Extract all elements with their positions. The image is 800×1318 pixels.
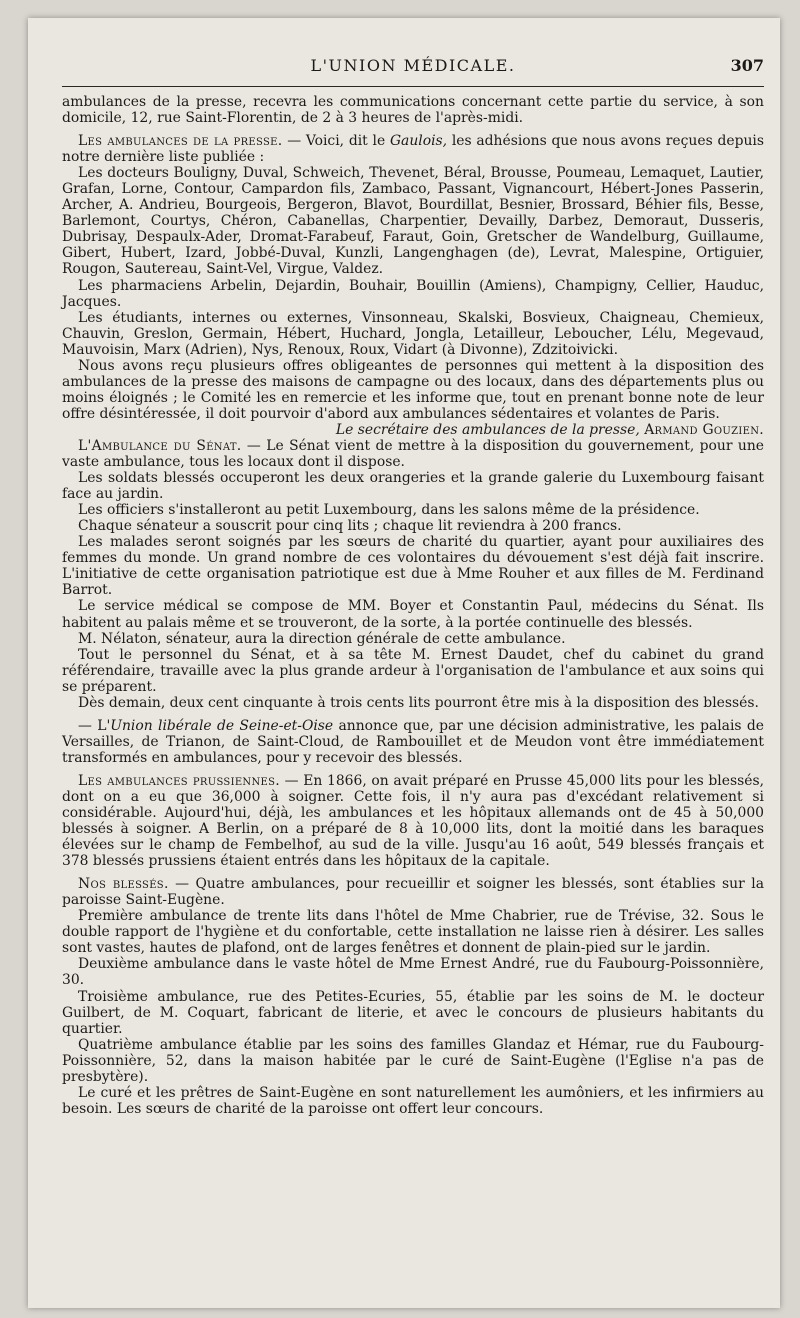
section-lead: Les ambulances prussiennes. — [78, 772, 280, 789]
paragraph: M. Nélaton, sénateur, aura la direction générale de cette ambulance. — [78, 630, 566, 647]
paragraph: Première ambulance de trente lits dans l'hôtel de Mme Chabrier, rue de Trévise, 32. Sous le double rapport de l'hygiène et du confortable, cette installation ne laisse rien à désirer. Les salles sont vastes, hautes de plafond, ont de larges fenêtres et donnent de plain-pied sur le jardin. — [62, 908, 764, 957]
paragraph: Les pharmaciens Arbelin, Dejardin, Bouhair, Bouillin (Amiens), Champigny, Cellier, Hauduc, Jacques. — [62, 277, 764, 310]
paragraph: Le curé et les prêtres de Saint-Eugène en sont naturellement les aumôniers, et les infirmiers au besoin. Les sœurs de charité de la paroisse ont offert leur concours. — [62, 1084, 764, 1117]
paragraph: Troisième ambulance, rue des Petites-Ecuries, 55, établie par les soins de M. le docteur Guilbert, de M. Coquart, fabricant de literie, et avec le concours de plusieurs habitants du quartier. — [62, 988, 764, 1037]
journal-page — [28, 18, 780, 1308]
running-title: L'UNION MÉDICALE. — [310, 56, 516, 75]
section-lead: Les ambulances de la presse. — [78, 133, 283, 150]
paragraph: Les soldats blessés occuperont les deux orangeries et la grande galerie du Luxembourg faisant face au jardin. — [62, 470, 764, 503]
section-lead: L'Ambulance du Sénat. — [78, 437, 242, 454]
signature: Le secrétaire des ambulances de la presse, Armand Gouzien. — [335, 421, 764, 438]
paragraph: ambulances de la presse, recevra les communications concernant cette partie du service, à son domicile, 12, rue Saint-Florentin, de 2 à 3 heures de l'après-midi. — [62, 94, 764, 127]
page-header — [62, 50, 764, 80]
paragraph: Les étudiants, internes ou externes, Vinsonneau, Skalski, Bosvieux, Chaigneau, Chemieux, Chauvin, Greslon, Germain, Hébert, Huchard, Jongla, Letailleur, Leboucher, Lélu, Megevaud, Mauvoisin, Marx (Adrien), Nys, Renoux, Roux, Vidart (à Divonne), Zdzitoivicki. — [62, 309, 764, 358]
header-rule — [62, 86, 764, 87]
paragraph: Tout le personnel du Sénat, et à sa tête M. Ernest Daudet, chef du cabinet du grand référendaire, travaille avec la plus grande ardeur à l'organisation de l'ambulance et aux soins qui se préparent. — [62, 646, 764, 695]
paragraph: Chaque sénateur a souscrit pour cinq lits ; chaque lit reviendra à 200 francs. — [78, 518, 622, 535]
paragraph: Les ambulances prussiennes. — En 1866, on avait préparé en Prusse 45,000 lits pour les blessés, dont on a eu que 36,000 à soigner. Cette fois, il n'y aura pas d'excédant relativement si considérable. Aujourd'hui, déjà, les ambulances et les hôpitaux allemands ont de 45 à 50,000 blessés à soigner. A Berlin, on a préparé de 8 à 10,000 lits, dont la moitié dans les baraques élevées sur le champ de Fembelhof, au sud de la ville. Jusqu'au 16 août, 549 blessés français et 378 blessés prussiens étaient entrés dans les hôpitaux de la capitale. — [62, 772, 764, 870]
paragraph: L'Ambulance du Sénat. — Le Sénat vient de mettre à la disposition du gouvernement, pour une vaste ambulance, tous les locaux dont il dispose. — [62, 437, 764, 471]
paragraph: Les docteurs Bouligny, Duval, Schweich, Thevenet, Béral, Brousse, Poumeau, Lemaquet, Lautier, Grafan, Lorne, Contour, Campardon fils, Zambaco, Passant, Vignancourt, Hébert-Jones Passerin, Archer, A. Andrieu, Bourgeois, Bergeron, Blavot, Bourdillat, Besnier, Brossard, Béhier fils, Besse, Barlemont, Courtys, Chéron, Cabanellas, Charpentier, Devailly, Darbez, Demoraut, Dusseris, Dubrisay, Despaulx-Ader, Dromat-Farabeuf, Faraut, Goin, Gretscher de Wandelburg, Guillaume, Gibert, Hubert, Izard, Jobbé-Duval, Kunzli, Langenghagen (de), Levrat, Malespine, Ortiguier, Rougon, Sautereau, Saint-Vel, Virgue, Valdez. — [62, 165, 764, 278]
paragraph: Les malades seront soignés par les sœurs de charité du quartier, ayant pour auxiliaires des femmes du monde. Un grand nombre de ces volontaires du dévouement s'est déjà fait inscrire. L'initiative de cette organisation patriotique est due à Mme Rouher et aux filles de M. Ferdinand Barrot. — [62, 534, 764, 599]
paragraph: Dès demain, deux cent cinquante à trois cents lits pourront être mis à la disposition des blessés. — [78, 694, 759, 711]
paragraph: Le service médical se compose de MM. Boyer et Constantin Paul, médecins du Sénat. Ils habitent au palais même et se trouveront, de la sorte, à la portée continuelle des blessés. — [62, 598, 764, 631]
paragraph: Nos blessés. — Quatre ambulances, pour recueillir et soigner les blessés, sont établies sur la paroisse Saint-Eugène. — [62, 876, 764, 909]
paragraph: Quatrième ambulance établie par les soins des familles Glandaz et Hémar, rue du Faubourg-Poissonnière, 52, dans la maison habitée par le curé de Saint-Eugène (l'Eglise n'a pas de presbytère). — [62, 1036, 764, 1085]
paragraph: — L'Union libérale de Seine-et-Oise annonce que, par une décision administrative, les palais de Versailles, de Trianon, de Saint-Cloud, de Rambouillet et de Meudon vont être immédiatement transformés en ambulances, pour y recevoir des blessés. — [62, 717, 764, 766]
section-lead: Nos blessés. — [78, 876, 169, 893]
paragraph: Les ambulances de la presse. — Voici, dit le Gaulois, les adhésions que nous avons reçues depuis notre dernière liste publiée : — [62, 133, 764, 166]
paragraph: Deuxième ambulance dans le vaste hôtel de Mme Ernest André, rue du Faubourg-Poissonnière, 30. — [62, 956, 764, 989]
paragraph: Les officiers s'installeront au petit Luxembourg, dans les salons même de la présidence. — [78, 502, 700, 519]
article-body — [62, 94, 764, 1117]
page-number: 307 — [730, 56, 764, 75]
paragraph: Nous avons reçu plusieurs offres obligeantes de personnes qui mettent à la disposition des ambulances de la presse des maisons de campagne ou des locaux, dans des départements plus ou moins éloignés ; le Comité les en remercie et les informe que, tout en prenant bonne note de leur offre désintéressée, il doit pourvoir d'abord aux ambulances sédentaires et volantes de Paris. — [62, 357, 764, 422]
